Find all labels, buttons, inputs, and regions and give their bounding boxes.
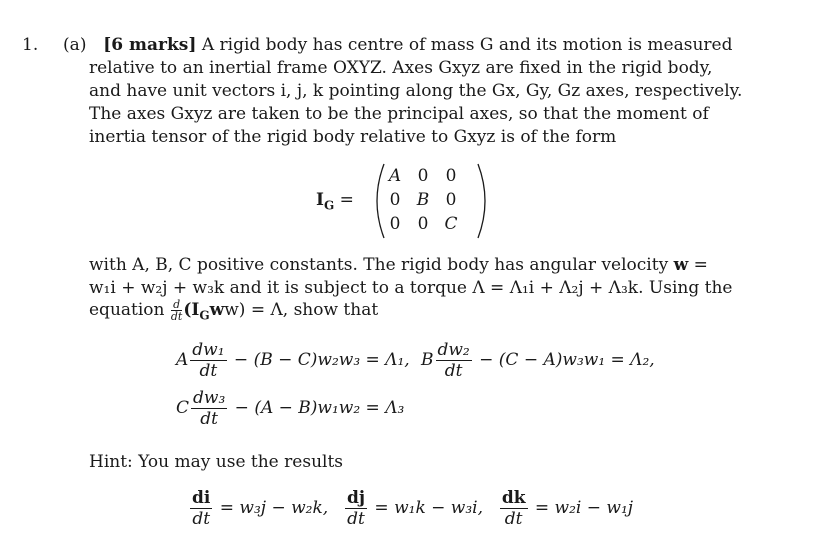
matrix-cell: 0 [389, 190, 401, 210]
matrix-lhs: $I_G$ = [316, 190, 354, 213]
para1-line3: and have unit vectors i, j, k pointing along the Gx, Gy, Gz axes, respectively. [89, 81, 743, 101]
matrix-cell: 0 [445, 166, 457, 186]
matrix-cell: A [388, 166, 402, 186]
question-header [22, 35, 732, 55]
equation-2: B $\frac{\text{dw₂}}{dt}$ − (C − A)w₃w₁ = Λ₂, [421, 340, 655, 381]
question-number: 1. [22, 35, 39, 55]
matrix-cell: C [444, 214, 458, 234]
matrix-cell: 0 [445, 190, 457, 210]
matrix-cell: 0 [417, 166, 429, 186]
equation-3: C $\frac{\text{dw₃}}{dt}$ − (A − B)w₁w₂ = Λ₃ [176, 388, 405, 429]
matrix-cell: 0 [417, 214, 429, 234]
para2-line3: equation $\frac{d}{dt}$ $(I_Gww) = \Lambda$, show that [89, 298, 379, 323]
marks-label: [6 marks] [103, 35, 197, 55]
hint-equations: $\frac{di}{dt}$ = w₃j − w₂k, $\frac{dj}{dt}$ = w₁k − w₃i, $\frac{dk}{dt}$ = w₂i − w₁j [192, 488, 634, 529]
para1-line4: The axes Gxyz are taken to be the principal axes, so that the moment of [89, 104, 709, 124]
hint-label: Hint: You may use the results [89, 452, 344, 472]
part-label: (a) [63, 35, 87, 55]
para2-line2: w₁i + w₂j + w₃k and it is subject to a torque Λ = Λ₁i + Λ₂j + Λ₃k. Using the [89, 278, 733, 298]
matrix-cell: B [416, 190, 430, 210]
para1-line1: A rigid body has centre of mass G and its motion is measured [201, 35, 733, 55]
equation-1: A $\frac{\text{dw₁}}{dt}$ − (B − C)w₂w₃ = Λ₁, [176, 340, 410, 381]
matrix-cell: 0 [389, 214, 401, 234]
para2-line1: with A, B, C positive constants. The rigid body has angular velocity w = [89, 255, 708, 275]
para1-line5: inertia tensor of the rigid body relative to Gxyz is of the form [89, 127, 617, 147]
para1-line2: relative to an inertial frame OXYZ. Axes Gxyz are fixed in the rigid body, [89, 58, 713, 78]
inertia-matrix [372, 162, 490, 240]
